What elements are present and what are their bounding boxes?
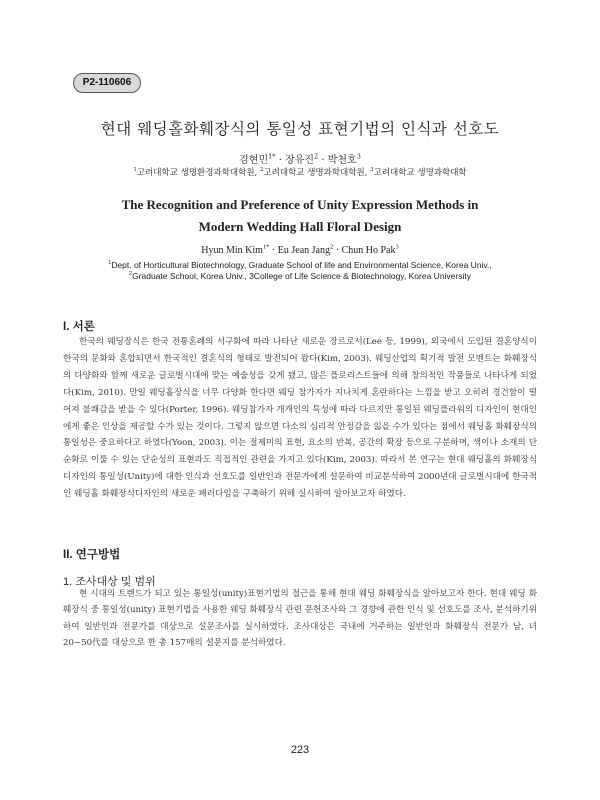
english-title (0, 194, 600, 238)
author-1-en-mark: 1* (262, 243, 270, 251)
author-separator: · (269, 245, 278, 256)
author-3-en-mark: 3 (395, 243, 399, 251)
english-affil-line-1 (0, 260, 600, 271)
affil-en-2: Graduate School, Korea Univ., 3College of Life Science & Biotechnology, Korea University (132, 271, 471, 281)
english-affiliations (0, 260, 600, 282)
author-2-en-mark: 2 (329, 243, 334, 251)
author-3: 박천호 (327, 155, 357, 166)
section-heading-methods: II. 연구방법 (63, 549, 121, 561)
affil-2: 고려대학교 생명과학대학원, (263, 168, 371, 178)
methods-paragraph: 현 시대의 트렌드가 되고 있는 통일성(unity)표현기법의 접근을 통해 현대 웨딩 화훼장식을 알아보고자 한다. 현대 웨딩 화훼장식 중 통일성(unity) 표현기법을 사용한 웨딩 화훼장식 관련 문헌조사와 그 경향에 관한 인식 및 선호도를 조사, 분석하기위하여 일반인과 전문가를 대상으로 설문조사를 실시하였다. 조사대상은 국내에 거주하는 일반인과 화훼장식 전문가 남, 녀 20~50代를 대상으로 한 총 157매의 설문지를 분석하였다. (63, 589, 537, 649)
affil-en-mark-1: 1 (108, 260, 112, 267)
author-1-mark: 1* (268, 152, 276, 161)
subsection-heading-subjects: 1. 조사대상 및 범위 (63, 576, 156, 588)
affil-en-1: Dept. of Horticultural Biotechnology, Graduate School of life and Environmental Science, Korea Univ., (111, 260, 492, 270)
affil-en-mark-2: 2 (128, 271, 133, 278)
korean-affiliations (0, 166, 600, 178)
korean-authors (0, 151, 600, 166)
author-3-en: Chun Ho Pak (341, 245, 396, 256)
page-number: 223 (290, 744, 310, 756)
english-authors (0, 245, 600, 256)
author-separator: · (275, 155, 286, 166)
affil-mark-2: 2 (259, 167, 264, 174)
author-separator: · (318, 155, 328, 166)
affil-mark-1: 1 (133, 167, 137, 174)
affil-3: 고려대학교 생명과학대학 (373, 168, 467, 178)
author-3-mark: 3 (356, 152, 361, 161)
author-2: 장유진 (285, 155, 315, 166)
english-affil-line-2 (0, 271, 600, 282)
english-title-line-1: The Recognition and Preference of Unity Expression Methods in (121, 197, 479, 212)
author-separator: · (333, 245, 342, 256)
author-1-en: Hyun Min Kim (201, 245, 263, 256)
affil-1: 고려대학교 생명환경과학대학원, (136, 168, 260, 178)
session-code-badge: P2-110606 (73, 73, 141, 93)
author-2-mark: 2 (314, 152, 319, 161)
section-heading-introduction: I. 서론 (63, 321, 95, 333)
author-2-en: Eu Jean Jang (277, 245, 330, 256)
affil-mark-3: 3 (370, 167, 374, 174)
english-title-line-2: Modern Wedding Hall Floral Design (198, 219, 402, 234)
introduction-paragraph: 한국의 웨딩장식은 한국 전통혼례의 서구화에 따라 나타난 새로운 장르로서(Lee 등, 1999), 외국에서 도입된 결혼양식이 한국의 문화와 혼합되면서 한국적인 결혼식의 형태로 발전되어 왔다(Kim, 2003). 웨딩산업의 획기적 발전 모멘트는 화훼장식의 다양화와 함께 새로운 글로벌시대에 맞는 예술성을 갖게 됐고, 많은 플로리스트들에 의해 창의적인 작품들로 나타나게 되었다(Kim, 2010). 만일 웨딩홀장식을 너무 다양화 한다면 웨딩 참가자가 지나치게 혼란하다는 느낌을 받고 오히려 경건함이 떨어져 불쾌감을 받을 수 있다(Porter, 1996). 웨딩참가자 개개인의 특성에 따라 다르지만 통일된 웨딩플라워의 디자인이 현대인에게 좋은 인상을 제공할 수가 있는 것이다. 그렇지 않으면 다소의 심리적 안정감을 잃을 수가 있다는 점에서 웨딩홀 화훼장식의 통일성은 중요하다고 하였다(Yoon, 2003). 이는 절제미의 표현, 요소의 반복, 공간의 확장 등으로 구분하며, 색이나 소재의 단순화로 이룰 수 있는 단순성의 표현과도 직접적인 관련을 가지고 있다(Kim, 2003). 따라서 본 연구는 현대 웨딩홀의 화훼장식디자인의 통일성(Unity)에 대한 인식과 선호도를 일반인과 전문가에게 설문하여 비교분석하여 2000년대 글로벌시대에 한국적인 웨딩홀 화훼장식디자인의 새로운 패러다임을 구축하기 위해 실시하여 알아보고자 하였다. (63, 337, 537, 500)
korean-title: 현대 웨딩홀화훼장식의 통일성 표현기법의 인식과 선호도 (100, 120, 500, 138)
author-1: 김현민 (239, 155, 269, 166)
